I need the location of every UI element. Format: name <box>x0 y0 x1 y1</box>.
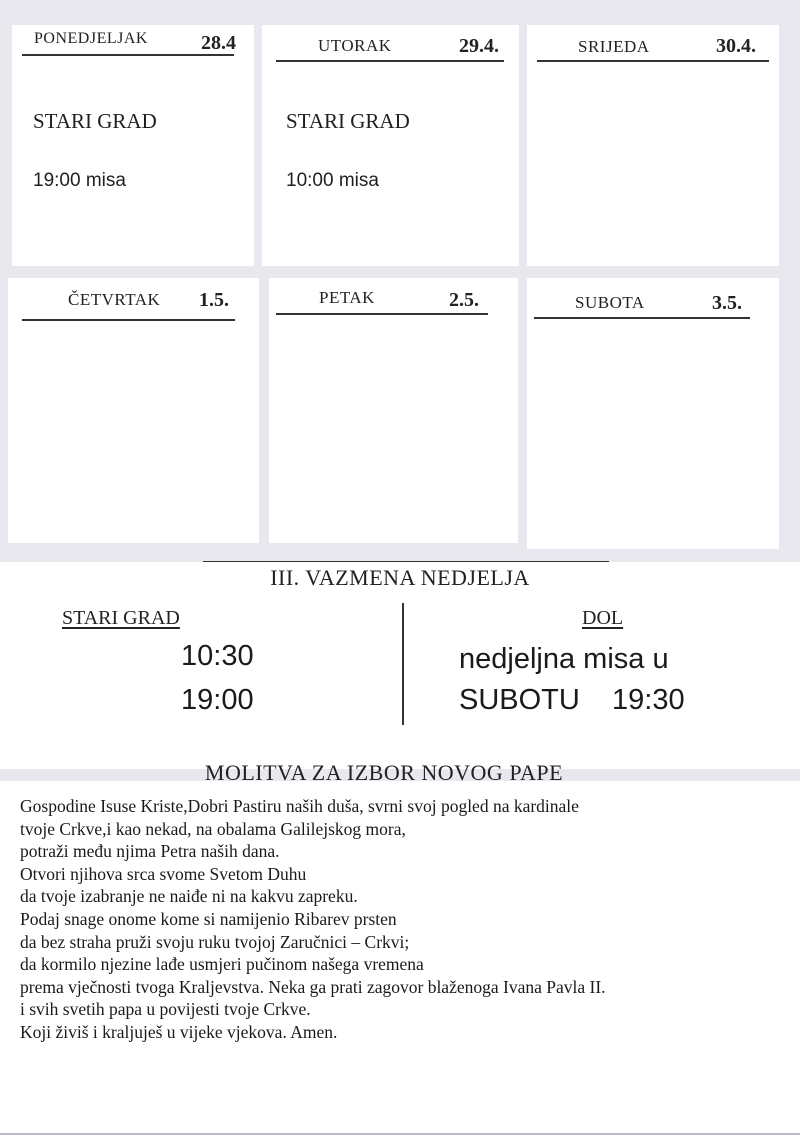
sunday-left-time-2: 19:00 <box>181 684 254 716</box>
prayer-line: Koji živiš i kraljuješ u vijeke vjekova. Amen. <box>20 1021 338 1042</box>
day-location-tuesday: STARI GRAD <box>286 109 410 133</box>
day-rule-monday <box>22 54 234 56</box>
day-box-friday <box>269 278 518 543</box>
day-rule-thursday <box>22 319 235 321</box>
prayer-line: Gospodine Isuse Kriste,Dobri Pastiru naših duša, svrni svoj pogled na kardinale <box>20 796 579 816</box>
sunday-right-line-1: nedjeljna misa u <box>459 643 669 675</box>
day-mass-tuesday: 10:00 misa <box>286 170 379 191</box>
day-location-monday: STARI GRAD <box>33 109 157 133</box>
prayer-line: prema vječnosti tvoga Kraljevstva. Neka ga prati zagovor blaženoga Ivana Pavla II. <box>20 976 606 997</box>
prayer-line: potraži među njima Petra naših dana. <box>20 841 280 862</box>
sunday-left-time-1: 10:30 <box>181 640 254 672</box>
sunday-left-location: STARI GRAD <box>62 607 180 629</box>
day-name-friday: PETAK <box>319 288 375 307</box>
day-mass-monday: 19:00 misa <box>33 170 126 191</box>
day-rule-wednesday <box>537 60 769 62</box>
day-date-wednesday: 30.4. <box>716 35 756 57</box>
prayer-line: da tvoje izabranje ne naiđe ni na kakvu zapreku. <box>20 886 358 907</box>
day-name-tuesday: UTORAK <box>318 36 392 55</box>
bottom-border <box>0 1133 800 1135</box>
day-date-friday: 2.5. <box>449 289 479 311</box>
sunday-title: III. VAZMENA NEDJELJA <box>270 565 530 590</box>
day-rule-friday <box>276 313 488 315</box>
day-rule-saturday <box>534 317 750 319</box>
prayer-line: i svih svetih papa u povijesti tvoje Crkve. <box>20 999 311 1020</box>
day-name-monday: PONEDJELJAK <box>34 30 148 47</box>
prayer-title: MOLITVA ZA IZBOR NOVOG PAPE <box>204 760 564 785</box>
prayer-line: Podaj snage onome kome si namijenio Ribarev prsten <box>20 908 397 929</box>
day-date-tuesday: 29.4. <box>459 35 499 57</box>
day-name-wednesday: SRIJEDA <box>578 37 650 56</box>
day-date-thursday: 1.5. <box>199 289 229 311</box>
sunday-right-location: DOL <box>582 607 624 629</box>
sunday-divider <box>402 603 404 725</box>
prayer-line: da bez straha pruži svoju ruku tvojoj Zaručnici – Crkvi; <box>20 931 410 952</box>
day-name-saturday: SUBOTA <box>575 293 645 312</box>
day-date-monday: 28.4 <box>201 32 236 54</box>
prayer-line: tvoje Crkve,i kao nekad, na obalama Galilejskog mora, <box>20 818 406 839</box>
day-box-saturday <box>527 278 779 549</box>
sunday-right-time: 19:30 <box>612 684 685 716</box>
day-box-thursday <box>8 278 259 543</box>
prayer-line: Otvori njihova srca svome Svetom Duhu <box>20 863 307 884</box>
sunday-right-word: SUBOTU <box>459 684 580 716</box>
prayer-text <box>20 795 790 1044</box>
day-rule-tuesday <box>276 60 504 62</box>
day-date-saturday: 3.5. <box>712 292 742 314</box>
day-box-monday <box>12 25 254 266</box>
sunday-title-rule <box>203 561 609 562</box>
day-name-thursday: ČETVRTAK <box>68 290 161 309</box>
prayer-line: da kormilo njezine lađe usmjeri pučinom našega vremena <box>20 954 424 975</box>
